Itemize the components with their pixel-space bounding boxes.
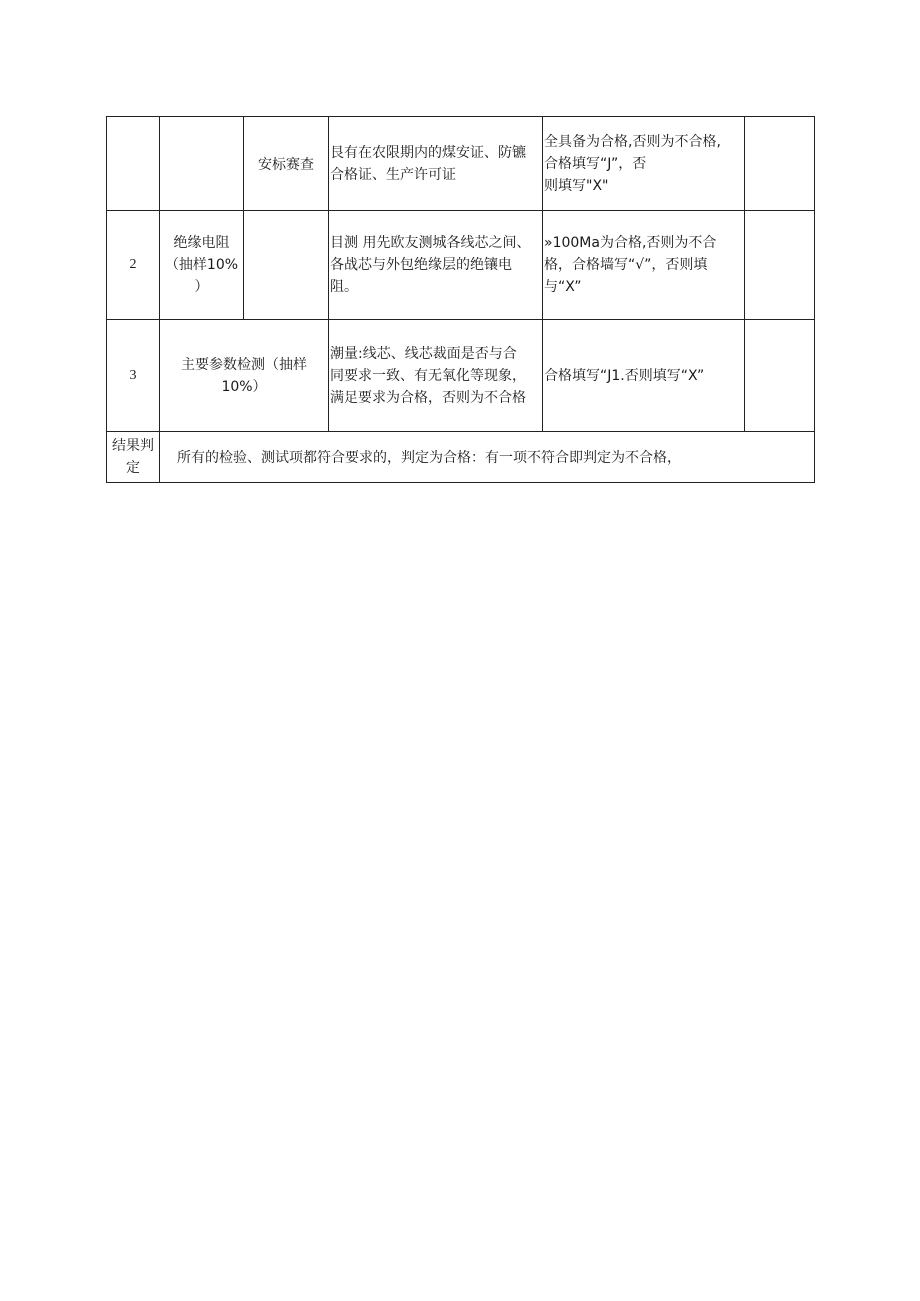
inspection-method (329, 211, 543, 320)
criteria-line: 合格填写“J”，否 (544, 155, 647, 172)
method-line: 各战芯与外包绝缘层的绝镶电 (330, 257, 512, 273)
table-row (107, 211, 815, 320)
item-line: 10%） (221, 378, 267, 395)
inspection-item (160, 211, 244, 320)
inspection-subitem: 安标赛查 (244, 117, 329, 211)
result-cell (745, 117, 815, 211)
conclusion-label (107, 432, 160, 483)
criteria-line: 格，合格墙写“√”，否则填 (544, 257, 708, 273)
method-line: 目测 用先欧友测城各线芯之间、 (330, 235, 531, 251)
criteria-line: »100Ma为合格,否则为不合 (544, 235, 717, 251)
table-row (107, 117, 815, 211)
conclusion-label-line: 定 (126, 460, 140, 476)
result-cell (745, 320, 815, 432)
criteria-line: 合格填写“J1.否则填写“X” (544, 367, 705, 384)
item-line: 主要参数检测（抽样 (181, 356, 307, 373)
criteria-line: 则填写"X" (544, 177, 609, 194)
criteria-line: 全具备为合格,否则为不合格, (544, 133, 721, 150)
method-line: 艮有在农限期内的煤安证、防镳 (330, 144, 526, 161)
inspection-subitem (244, 211, 329, 320)
row-number (107, 117, 160, 211)
item-line: ） (194, 279, 209, 295)
method-line: 同要求一致、有无氧化等现象， (330, 367, 526, 384)
conclusion-label-line: 结果判 (112, 438, 154, 454)
method-line: 阻。 (330, 279, 358, 295)
conclusion-row (107, 432, 815, 483)
method-line: 合格证、生产许可证 (330, 166, 456, 183)
judgement-criteria (543, 211, 745, 320)
item-line: （抽样10% (164, 257, 239, 273)
inspection-method (329, 320, 543, 432)
table-row (107, 320, 815, 432)
row-number: 2 (107, 211, 160, 320)
method-line: 潮量:线芯、线芯裁面是否与合 (330, 345, 517, 362)
conclusion-text: 所有的检验、测试项都符合要求的，判定为合格：有一项不符合即判定为不合格， (160, 432, 815, 483)
inspection-method (329, 117, 543, 211)
inspection-item (160, 117, 244, 211)
row-number: 3 (107, 320, 160, 432)
method-line: 满足要求为合格，否则为不合格 (330, 389, 526, 406)
inspection-item (160, 320, 329, 432)
judgement-criteria (543, 117, 745, 211)
judgement-criteria (543, 320, 745, 432)
result-cell (745, 211, 815, 320)
item-line: 绝缘电阻 (173, 235, 230, 251)
criteria-line: 与“X” (544, 279, 582, 295)
inspection-table (106, 116, 815, 483)
